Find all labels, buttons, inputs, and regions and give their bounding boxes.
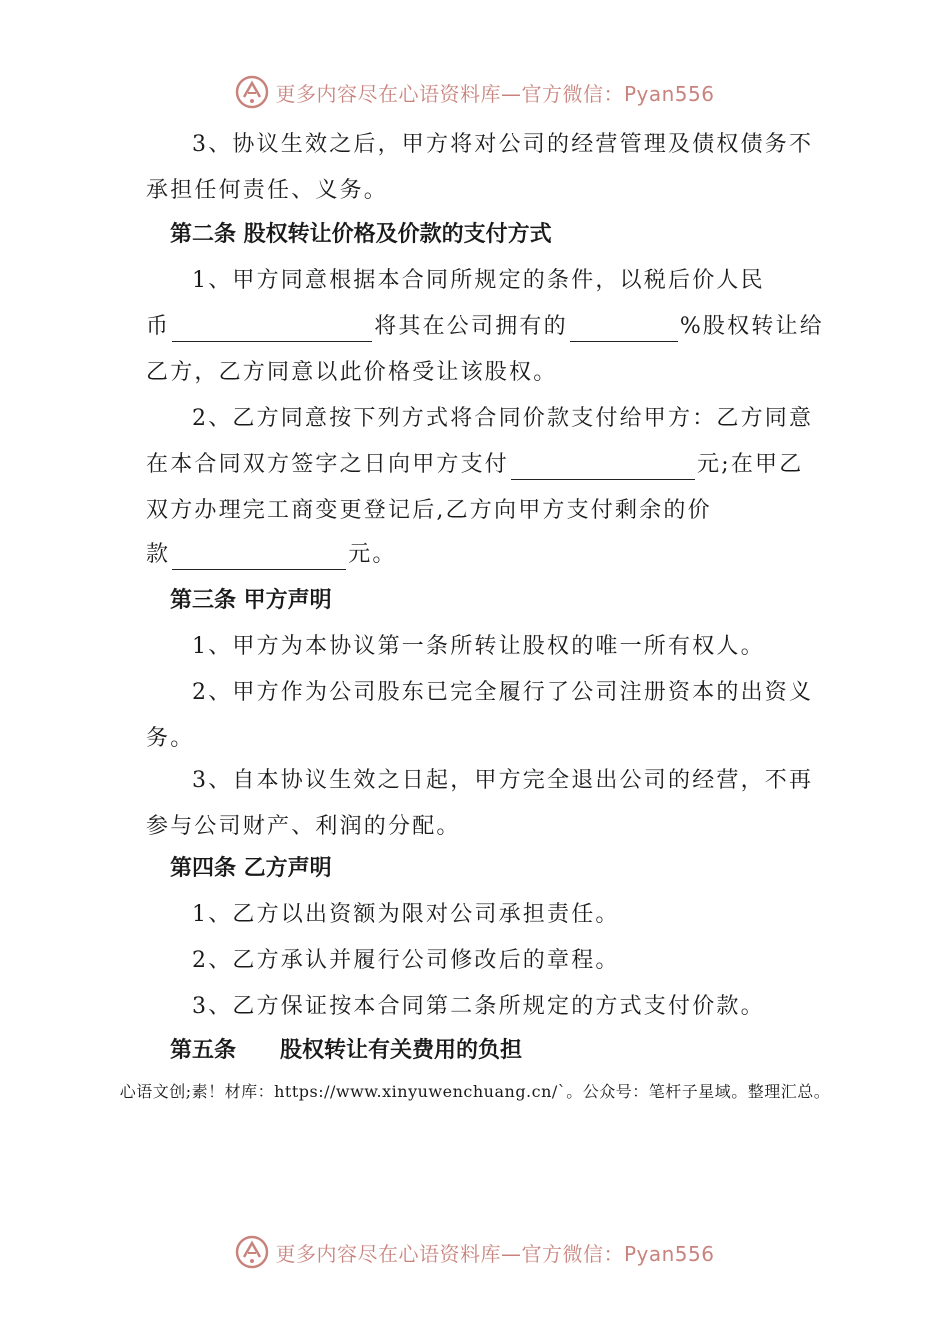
- percent-blank[interactable]: [570, 317, 678, 342]
- paragraph-line: 2、甲方作为公司股东已完全履行了公司注册资本的出资义: [192, 680, 814, 705]
- section-heading-3: 第三条 甲方声明: [170, 588, 332, 613]
- price-blank[interactable]: [172, 317, 372, 342]
- text-fragment: 在本合同双方签字之日向甲方支付: [146, 452, 510, 477]
- text-fragment: 元;在甲乙: [697, 452, 804, 477]
- section-heading-5: 第五条 股权转让有关费用的负担: [170, 1038, 523, 1063]
- first-payment-blank[interactable]: [511, 455, 695, 480]
- footer-banner: [0, 1232, 950, 1272]
- text-fragment: 币: [146, 314, 171, 339]
- paragraph-line: 1、甲方为本协议第一条所转让股权的唯一所有权人。: [192, 634, 765, 659]
- paragraph-line: 承担任何责任、义务。: [146, 178, 389, 203]
- text-fragment: 元。: [348, 542, 397, 567]
- paragraph-line-with-blanks: [146, 450, 803, 480]
- footer-note: 心语文创;素！材库：https://www.xinyuwenchuang.cn/`。公众号：笔杆子星域。整理汇总。: [119, 1082, 831, 1101]
- paragraph-line: 双方办理完工商变更登记后,乙方向甲方支付剩余的价: [146, 498, 712, 523]
- paragraph-line-with-blanks: [146, 540, 397, 570]
- text-fragment: 将其在公司拥有的: [374, 314, 568, 339]
- paragraph-line: 3、乙方保证按本合同第二条所规定的方式支付价款。: [192, 994, 765, 1019]
- stamp-logo-icon: [235, 1235, 269, 1269]
- paragraph-line-with-blanks: [146, 312, 824, 342]
- paragraph-line: 务。: [146, 726, 195, 751]
- paragraph-line: 参与公司财产、利润的分配。: [146, 814, 461, 839]
- banner-text: 更多内容尽在心语资料库—官方微信：Pyan556: [275, 81, 715, 106]
- paragraph-line: 1、乙方以出资额为限对公司承担责任。: [192, 902, 620, 927]
- section-heading-2: 第二条 股权转让价格及价款的支付方式: [170, 222, 552, 247]
- paragraph-line: 3、协议生效之后，甲方将对公司的经营管理及债权债务不: [192, 132, 814, 157]
- paragraph-line: 1、甲方同意根据本合同所规定的条件，以税后价人民: [192, 268, 765, 293]
- header-banner: [0, 72, 950, 112]
- paragraph-line: 2、乙方同意按下列方式将合同价款支付给甲方：乙方同意: [192, 406, 814, 431]
- section-heading-4: 第四条 乙方声明: [170, 856, 332, 881]
- stamp-logo-icon: [235, 75, 269, 109]
- text-fragment: 款: [146, 542, 171, 567]
- remaining-payment-blank[interactable]: [172, 545, 346, 570]
- paragraph-line: 乙方，乙方同意以此价格受让该股权。: [146, 360, 558, 385]
- paragraph-line: 2、乙方承认并履行公司修改后的章程。: [192, 948, 620, 973]
- text-fragment: %股权转让给: [679, 314, 824, 339]
- banner-text: 更多内容尽在心语资料库—官方微信：Pyan556: [275, 1241, 715, 1266]
- paragraph-line: 3、自本协议生效之日起，甲方完全退出公司的经营，不再: [192, 768, 814, 793]
